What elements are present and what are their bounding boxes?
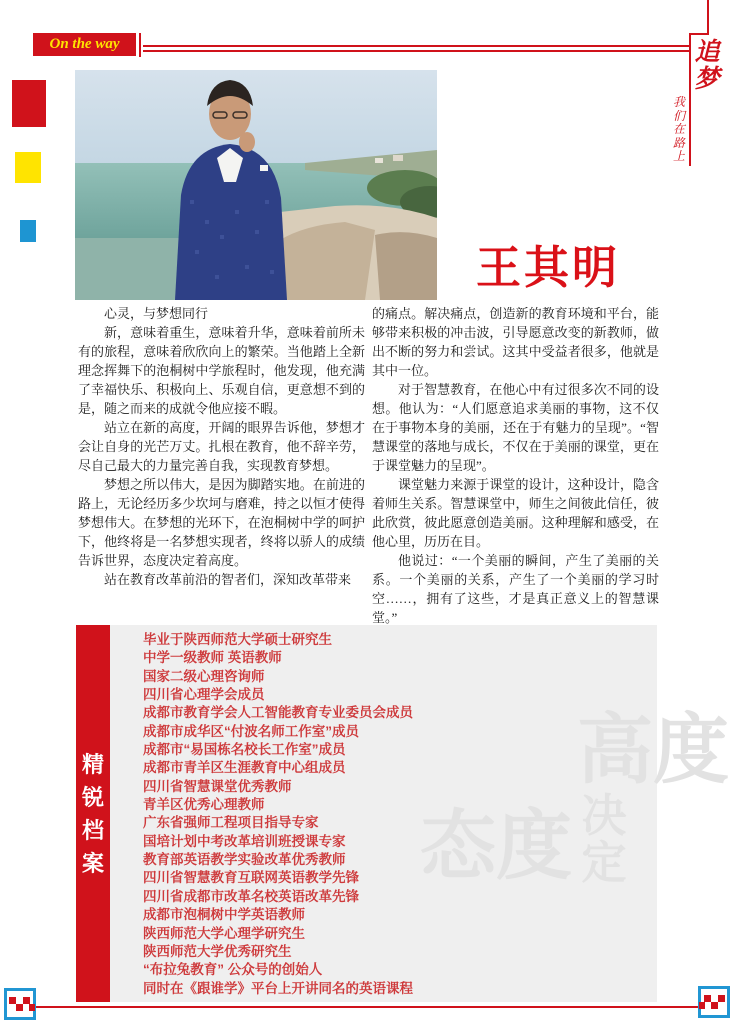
watermark-attitude: 态度 <box>420 804 572 889</box>
credential-item: 成都市青羊区生涯教育中心组成员 <box>143 760 346 776</box>
watermark-decides: 决定 <box>581 790 627 888</box>
credential-item: 四川省智慧课堂优秀教师 <box>143 778 292 794</box>
slogan-chasing-dreams: 追梦 <box>694 39 720 93</box>
article-left-column <box>78 304 365 589</box>
article-paragraph: 的痛点。解决痛点，创造新的教育环境和平台，能够带来积极的冲击波，引导愿意改变的新教师，做出不断的努力和尝试。这其中受益者很多，他就是其中一位。 <box>372 306 659 378</box>
credential-item: 同时在《跟谁学》平台上开讲同名的英语课程 <box>143 980 413 996</box>
credential-item: 四川省智慧教育互联网英语教学先锋 <box>143 870 359 886</box>
photo-building <box>375 158 383 163</box>
right-border-lower-segment <box>689 33 691 166</box>
footer-ornament-left <box>4 988 36 1020</box>
footer-ornament-right <box>698 986 730 1018</box>
slogan-we-are-on-the-way: 我们在路上 <box>672 95 685 164</box>
portrait-photo <box>75 70 437 300</box>
credential-item: 国培计划中考改革培训班授课专家 <box>143 833 346 849</box>
credential-item: 四川省心理学会成员 <box>143 687 265 703</box>
header-banner <box>33 33 136 56</box>
footer-rule <box>34 1006 704 1008</box>
article-paragraph: 站在教育改革前沿的智者们，深知改革带来 <box>104 572 352 587</box>
credential-item: 成都市泡桐树中学英语教师 <box>143 907 305 923</box>
watermark-altitude: 高度 <box>577 708 729 793</box>
credential-item: 陕西师范大学优秀研究生 <box>143 943 292 959</box>
article-paragraph: 他说过：“一个美丽的瞬间，产生了美丽的关系。一个美丽的关系，产生了一个美丽的学习时空……，拥有了这些，才是真正意义上的智慧课堂。” <box>372 553 659 625</box>
decor-square-yellow <box>15 152 41 183</box>
decor-square-red <box>12 80 46 127</box>
article-paragraph: 心灵，与梦想同行 <box>104 306 209 321</box>
article-right-column <box>372 304 659 627</box>
article-paragraph: 梦想之所以伟大，是因为脚踏实地。在前进的路上，无论经历多少坎坷与磨难，持之以恒才使得梦想伟大。在梦想的光环下，在泡桐树中学的呵护下，他终将是一名梦想实现者，终将以骄人的成绩告诉世界，态度决定着高度。 <box>78 477 365 568</box>
article-paragraph: 站立在新的高度，开阔的眼界告诉他，梦想才会让自身的光芒万丈。扎根在教育，他不辞辛劳，尽自己最大的力量完善自我，实现教育梦想。 <box>78 420 365 473</box>
credential-item: 青羊区优秀心理教师 <box>143 797 265 813</box>
credentials-list <box>143 631 643 998</box>
credential-item: 成都市教育学会人工智能教育专业委员会成员 <box>143 705 413 721</box>
header-rule-top <box>143 45 690 47</box>
credential-item: 陕西师范大学心理学研究生 <box>143 925 305 941</box>
article-paragraph: 对于智慧教育，在他心中有过很多次不同的设想。他认为：“人们愿意追求美丽的事物，这不仅在于事物本身的美丽，还在于有魅力的呈现”。“智慧课堂的落地与成长，不仅在于美丽的课堂，更在于课堂魅力的呈现”。 <box>372 382 659 473</box>
right-border-jog <box>689 33 709 35</box>
credential-item: 成都市成华区“付波名师工作室”成员 <box>143 723 359 739</box>
right-border-upper-segment <box>707 0 709 35</box>
person-name: 王其明 <box>476 243 621 293</box>
credential-item: 成都市“易国栋名校长工作室”成员 <box>143 742 346 758</box>
decor-square-blue <box>20 220 36 242</box>
photo-rock-shadow <box>375 232 437 300</box>
article-paragraph: 新，意味着重生，意味着升华，意味着前所未有的旅程，意味着欣欣向上的繁荣。当他踏上全新理念挥舞下的泡桐树中学旅程时，他发现，他充满了幸福快乐、积极向上、乐观自信，更意想不到的是，随之而来的成就令他应接不暇。 <box>78 325 365 416</box>
dossier-sidebar-label: 精锐档案 <box>81 752 104 876</box>
credential-item: 教育部英语教学实验改革优秀教师 <box>143 852 346 868</box>
credential-item: 毕业于陕西师范大学硕士研究生 <box>143 632 332 647</box>
credential-item: 广东省强师工程项目指导专家 <box>143 815 319 831</box>
photo-pocket-square <box>260 165 268 171</box>
article-paragraph: 课堂魅力来源于课堂的设计，这种设计，隐含着师生关系。智慧课堂中，师生之间彼此信任，彼此欣赏，彼此愿意创造美丽。这种理解和感受，在他心里，历历在目。 <box>372 477 659 549</box>
photo-building <box>393 155 403 161</box>
credential-item: 中学一级教师 英语教师 <box>143 650 282 666</box>
header-banner-step-line <box>139 33 141 57</box>
header-rule-bottom <box>143 50 690 52</box>
credential-item: 四川省成都市改革名校英语改革先锋 <box>143 888 359 904</box>
photo-hand <box>239 132 255 152</box>
credential-item: “布拉兔教育” 公众号的创始人 <box>143 962 323 978</box>
header-banner-label: On the way <box>49 36 120 52</box>
credential-item: 国家二级心理咨询师 <box>143 668 265 684</box>
